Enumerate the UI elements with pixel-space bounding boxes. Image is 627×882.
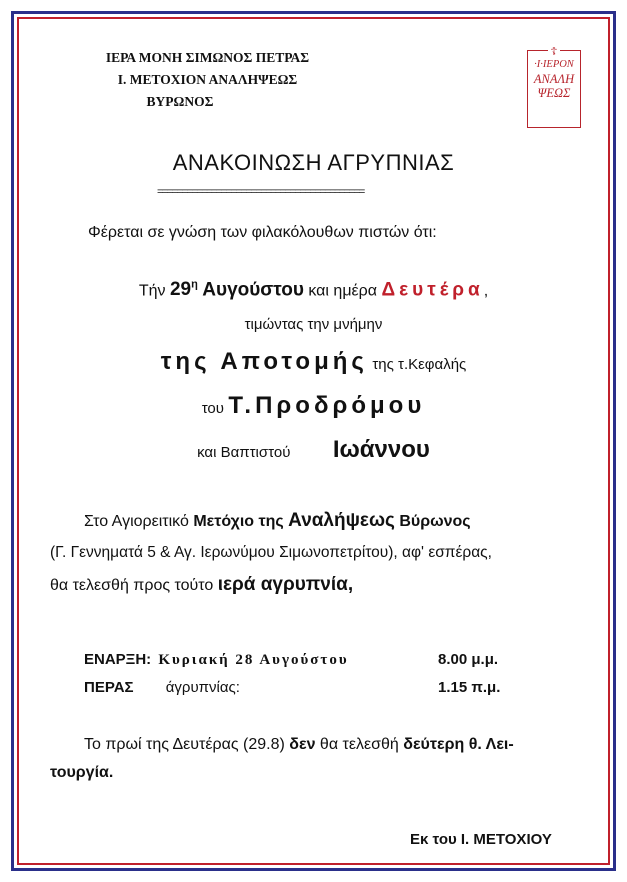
location-pre: Στο Αγιορειτικό [84,513,189,530]
date-sup: η [191,279,198,291]
note-line-2 [50,764,113,782]
location-address: (Γ. Γεννηματά 5 & Αγ. Ιερωνύμου Σιμωνοπετρίτου), αφ' εσπέρας, [50,544,492,561]
date-end: , [483,282,489,300]
note-mid: θα τελεσθή [319,736,399,753]
date-weekday: Δευτέρα [381,279,484,301]
honoring-text: τιμώντας την μνήμην [244,316,383,333]
schedule-start-time [438,651,498,668]
feast-ioannou: Ιωάννου [332,436,430,463]
start-time-value: 8.00 μ.μ. [438,651,499,668]
feast-apotomis: της Αποτομής [160,348,368,375]
note-leitourgia-end: τουργία. [50,764,114,781]
location-telesthi: θα τελεσθή προς τούτο [50,577,214,594]
schedule-start-row [84,651,349,669]
location-line-3 [50,574,353,596]
cross-icon: ☦ [548,47,560,58]
logo-line-1: ·Ι·ΙΕΡΟΝ [534,59,574,70]
feast-vaptistou: και Βαπτιστού [197,444,291,461]
date-day: 29 [169,279,192,301]
feast-kefalis: της τ.Κεφαλής [372,356,467,373]
schedule-end-desc: άγρυπνίας: [165,679,240,696]
location-vyronos: Βύρωνος [399,513,471,530]
signature-text: Εκ του Ι. ΜΕΤΟΧΙΟΥ [410,831,552,848]
page-title: ΑΝΑΚΟΙΝΩΣΗ ΑΓΡΥΠΝΙΑΣ [172,150,455,175]
schedule-end-label: ΠΕΡΑΣ [84,679,134,696]
title-divider: ========================================== [157,186,364,198]
schedule-start-label: ΕΝΑΡΞΗ: [84,651,152,668]
feast-prodromou: Τ.Προδρόμου [228,392,426,419]
metochion-logo [527,46,581,128]
header-monastery: ΙΕΡΑ ΜΟΝΗ ΣΙΜΩΝΟΣ ΠΕΤΡΑΣ [105,50,310,65]
feast-line-2 [0,392,627,420]
logo-line-3: ΨΕΩΣ [537,86,571,100]
feast-line-3 [0,436,627,464]
location-analipseos: Αναλήψεως [288,510,395,531]
date-prefix: Τήν [138,282,166,300]
date-month: Αυγούστου [202,279,304,301]
schedule-end-time [438,679,500,696]
note-line-1 [84,736,514,754]
signature [410,831,552,848]
date-line [0,279,627,301]
feast-line-1 [0,348,627,376]
location-end: , [347,574,354,595]
header-location: ΒΥΡΩΝΟΣ [146,94,214,109]
note-leitourgia: δεύτερη θ. Λει- [403,736,514,753]
note-den: δεν [289,736,316,753]
location-metochio: Μετόχιο της [193,513,284,530]
location-agrypnia: ιερά αγρυπνία [217,574,348,595]
end-time-value: 1.15 π.μ. [438,679,501,696]
logo-line-2: ΑΝΑΛΗ [533,72,575,86]
note-pre: Το πρωί της Δευτέρας (29.8) [84,736,285,753]
schedule-start-desc: Κυριακή 28 Αυγούστου [158,652,349,668]
header-metochion: Ι. ΜΕΤΟΧΙΟΝ ΑΝΑΛΗΨΕΩΣ [117,72,298,87]
intro-text: Φέρεται σε γνώση των φιλακόλουθων πιστών ότι: [88,224,437,241]
schedule-end-row [84,679,240,696]
date-mid: και ημέρα [308,282,378,300]
feast-tou: του [201,400,224,417]
location-line-1 [84,510,471,532]
